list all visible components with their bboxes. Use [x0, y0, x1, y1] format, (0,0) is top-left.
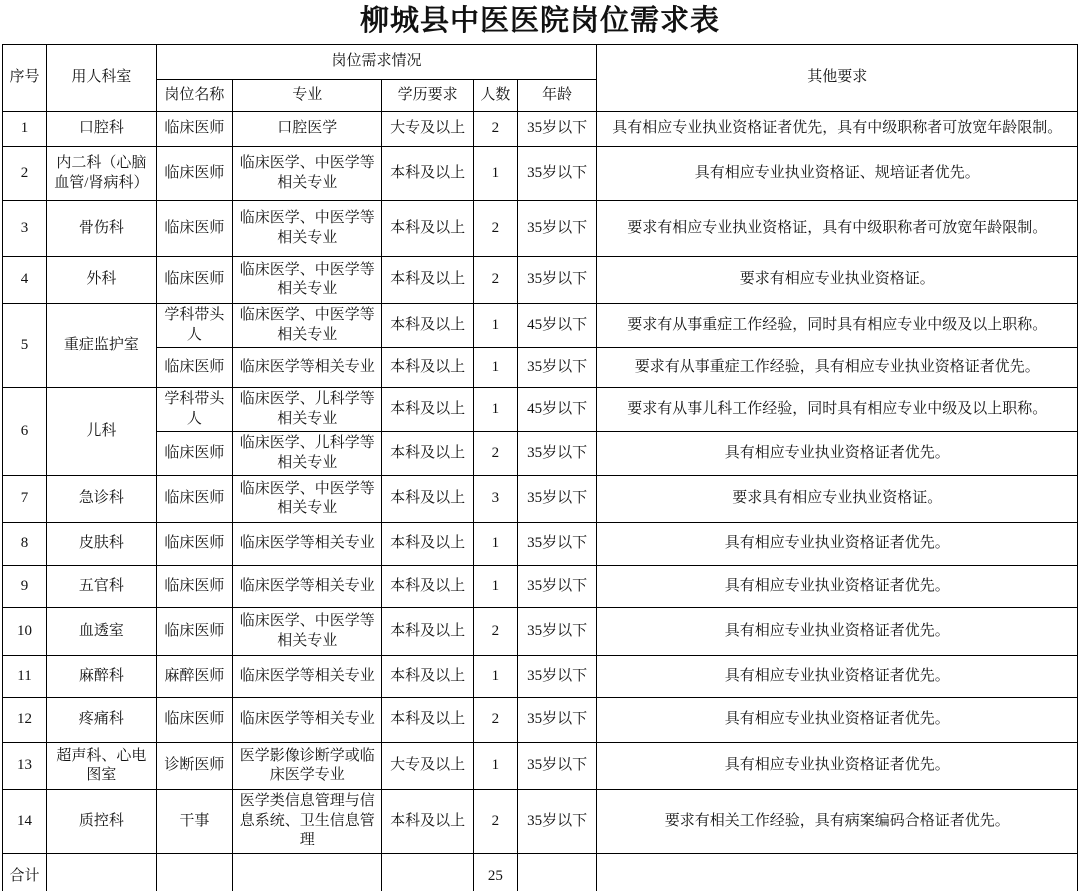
cell-education: 本科及以上	[382, 257, 473, 304]
cell-other: 具有相应专业执业资格证者优先。	[597, 698, 1078, 743]
cell-position: 临床医师	[156, 257, 232, 304]
cell-other: 要求具有相应专业执业资格证。	[597, 476, 1078, 523]
cell-count: 2	[473, 257, 517, 304]
cell-position: 临床医师	[156, 523, 232, 566]
cell-education: 本科及以上	[382, 476, 473, 523]
col-header-age: 年龄	[517, 80, 597, 112]
table-row	[3, 304, 1078, 348]
cell-count: 1	[473, 743, 517, 790]
cell-other: 要求有相关工作经验，具有病案编码合格证者优先。	[597, 790, 1078, 854]
cell-age: 35岁以下	[517, 432, 597, 476]
table-row	[3, 608, 1078, 656]
cell-serial: 11	[3, 656, 47, 698]
cell-position: 临床医师	[156, 432, 232, 476]
cell-department: 内二科（心脑血管/肾病科）	[47, 147, 157, 201]
cell-position: 临床医师	[156, 608, 232, 656]
cell-age: 45岁以下	[517, 388, 597, 432]
cell-major: 临床医学、中医学等相关专业	[233, 304, 382, 348]
cell-count: 2	[473, 432, 517, 476]
cell-age: 35岁以下	[517, 566, 597, 608]
cell-count: 1	[473, 304, 517, 348]
cell-age: 35岁以下	[517, 476, 597, 523]
col-header-demand-group: 岗位需求情况	[156, 45, 597, 80]
cell-major: 临床医学、儿科学等相关专业	[233, 432, 382, 476]
cell-major: 临床医学等相关专业	[233, 566, 382, 608]
cell-serial: 7	[3, 476, 47, 523]
empty-cell	[597, 853, 1078, 891]
requirements-table	[2, 44, 1078, 891]
col-header-department: 用人科室	[47, 45, 157, 112]
cell-education: 本科及以上	[382, 698, 473, 743]
table-row	[3, 656, 1078, 698]
cell-serial: 14	[3, 790, 47, 854]
cell-age: 35岁以下	[517, 790, 597, 854]
empty-cell	[517, 853, 597, 891]
cell-education: 本科及以上	[382, 432, 473, 476]
cell-position: 学科带头人	[156, 388, 232, 432]
cell-major: 临床医学等相关专业	[233, 523, 382, 566]
cell-age: 35岁以下	[517, 698, 597, 743]
cell-count: 2	[473, 112, 517, 147]
col-header-education: 学历要求	[382, 80, 473, 112]
empty-cell	[382, 853, 473, 891]
cell-age: 35岁以下	[517, 147, 597, 201]
page-title: 柳城县中医医院岗位需求表	[359, 5, 720, 37]
cell-count: 1	[473, 147, 517, 201]
cell-major: 临床医学等相关专业	[233, 348, 382, 388]
cell-position: 麻醉医师	[156, 656, 232, 698]
cell-age: 35岁以下	[517, 257, 597, 304]
cell-other: 要求有从事重症工作经验，同时具有相应专业中级及以上职称。	[597, 304, 1078, 348]
cell-age: 35岁以下	[517, 656, 597, 698]
cell-education: 本科及以上	[382, 304, 473, 348]
cell-age: 35岁以下	[517, 743, 597, 790]
cell-education: 本科及以上	[382, 790, 473, 854]
cell-department: 质控科	[47, 790, 157, 854]
table-row	[3, 388, 1078, 432]
cell-department: 外科	[47, 257, 157, 304]
cell-department: 皮肤科	[47, 523, 157, 566]
cell-major: 医学类信息管理与信息系统、卫生信息管理	[233, 790, 382, 854]
empty-cell	[233, 853, 382, 891]
cell-department: 儿科	[47, 388, 157, 476]
cell-other: 具有相应专业执业资格证者优先。	[597, 432, 1078, 476]
cell-count: 2	[473, 790, 517, 854]
cell-count: 3	[473, 476, 517, 523]
cell-count: 1	[473, 523, 517, 566]
cell-count: 1	[473, 348, 517, 388]
cell-education: 本科及以上	[382, 566, 473, 608]
table-row	[3, 147, 1078, 201]
cell-major: 临床医学、儿科学等相关专业	[233, 388, 382, 432]
cell-major: 临床医学、中医学等相关专业	[233, 257, 382, 304]
cell-serial: 5	[3, 304, 47, 388]
cell-age: 35岁以下	[517, 523, 597, 566]
cell-position: 临床医师	[156, 201, 232, 257]
empty-cell	[156, 853, 232, 891]
cell-position: 临床医师	[156, 147, 232, 201]
cell-position: 诊断医师	[156, 743, 232, 790]
cell-position: 学科带头人	[156, 304, 232, 348]
cell-major: 临床医学等相关专业	[233, 698, 382, 743]
table-row	[3, 698, 1078, 743]
cell-age: 35岁以下	[517, 608, 597, 656]
cell-count: 1	[473, 388, 517, 432]
cell-serial: 6	[3, 388, 47, 476]
table-row	[3, 257, 1078, 304]
cell-other: 具有相应专业执业资格证者优先。	[597, 743, 1078, 790]
cell-serial: 13	[3, 743, 47, 790]
cell-education: 本科及以上	[382, 608, 473, 656]
cell-major: 临床医学、中医学等相关专业	[233, 147, 382, 201]
cell-serial: 2	[3, 147, 47, 201]
col-header-count: 人数	[473, 80, 517, 112]
cell-major: 医学影像诊断学或临床医学专业	[233, 743, 382, 790]
cell-serial: 1	[3, 112, 47, 147]
cell-count: 2	[473, 698, 517, 743]
empty-cell	[47, 853, 157, 891]
table-row	[3, 348, 1078, 388]
cell-major: 临床医学、中医学等相关专业	[233, 201, 382, 257]
cell-department: 血透室	[47, 608, 157, 656]
cell-department: 口腔科	[47, 112, 157, 147]
cell-major: 临床医学、中医学等相关专业	[233, 608, 382, 656]
cell-count: 2	[473, 201, 517, 257]
cell-serial: 8	[3, 523, 47, 566]
col-header-position: 岗位名称	[156, 80, 232, 112]
cell-serial: 3	[3, 201, 47, 257]
cell-education: 本科及以上	[382, 388, 473, 432]
cell-position: 临床医师	[156, 698, 232, 743]
col-header-serial: 序号	[3, 45, 47, 112]
col-header-other: 其他要求	[597, 45, 1078, 112]
header-row-1	[3, 45, 1078, 80]
table-row	[3, 112, 1078, 147]
cell-serial: 10	[3, 608, 47, 656]
cell-other: 具有相应专业执业资格证、规培证者优先。	[597, 147, 1078, 201]
cell-department: 疼痛科	[47, 698, 157, 743]
cell-major: 临床医学等相关专业	[233, 656, 382, 698]
cell-other: 具有相应专业执业资格证者优先。	[597, 608, 1078, 656]
table-row	[3, 476, 1078, 523]
cell-education: 大专及以上	[382, 743, 473, 790]
cell-education: 本科及以上	[382, 201, 473, 257]
cell-count: 1	[473, 656, 517, 698]
cell-education: 本科及以上	[382, 656, 473, 698]
table-row	[3, 790, 1078, 854]
cell-major: 口腔医学	[233, 112, 382, 147]
cell-education: 本科及以上	[382, 147, 473, 201]
cell-other: 具有相应专业执业资格证者优先。	[597, 523, 1078, 566]
cell-department: 急诊科	[47, 476, 157, 523]
cell-age: 35岁以下	[517, 348, 597, 388]
cell-education: 大专及以上	[382, 112, 473, 147]
cell-major: 临床医学、中医学等相关专业	[233, 476, 382, 523]
cell-position: 临床医师	[156, 348, 232, 388]
table-row	[3, 743, 1078, 790]
total-count: 25	[473, 853, 517, 891]
table-row	[3, 201, 1078, 257]
col-header-major: 专业	[233, 80, 382, 112]
cell-count: 1	[473, 566, 517, 608]
cell-count: 2	[473, 608, 517, 656]
cell-department: 五官科	[47, 566, 157, 608]
cell-department: 麻醉科	[47, 656, 157, 698]
cell-education: 本科及以上	[382, 523, 473, 566]
cell-serial: 9	[3, 566, 47, 608]
cell-age: 45岁以下	[517, 304, 597, 348]
table-row	[3, 566, 1078, 608]
cell-department: 骨伤科	[47, 201, 157, 257]
total-row	[3, 853, 1078, 891]
total-label: 合计	[3, 853, 47, 891]
cell-position: 临床医师	[156, 566, 232, 608]
cell-serial: 12	[3, 698, 47, 743]
cell-other: 具有相应专业执业资格证者优先，具有中级职称者可放宽年龄限制。	[597, 112, 1078, 147]
cell-age: 35岁以下	[517, 201, 597, 257]
cell-serial: 4	[3, 257, 47, 304]
table-row	[3, 432, 1078, 476]
cell-other: 具有相应专业执业资格证者优先。	[597, 566, 1078, 608]
cell-age: 35岁以下	[517, 112, 597, 147]
cell-department: 重症监护室	[47, 304, 157, 388]
cell-other: 具有相应专业执业资格证者优先。	[597, 656, 1078, 698]
cell-position: 临床医师	[156, 112, 232, 147]
cell-other: 要求有相应专业执业资格证，具有中级职称者可放宽年龄限制。	[597, 201, 1078, 257]
cell-position: 干事	[156, 790, 232, 854]
cell-other: 要求有相应专业执业资格证。	[597, 257, 1078, 304]
table-row	[3, 523, 1078, 566]
cell-other: 要求有从事儿科工作经验，同时具有相应专业中级及以上职称。	[597, 388, 1078, 432]
cell-department: 超声科、心电图室	[47, 743, 157, 790]
cell-other: 要求有从事重症工作经验，具有相应专业执业资格证者优先。	[597, 348, 1078, 388]
cell-position: 临床医师	[156, 476, 232, 523]
cell-education: 本科及以上	[382, 348, 473, 388]
